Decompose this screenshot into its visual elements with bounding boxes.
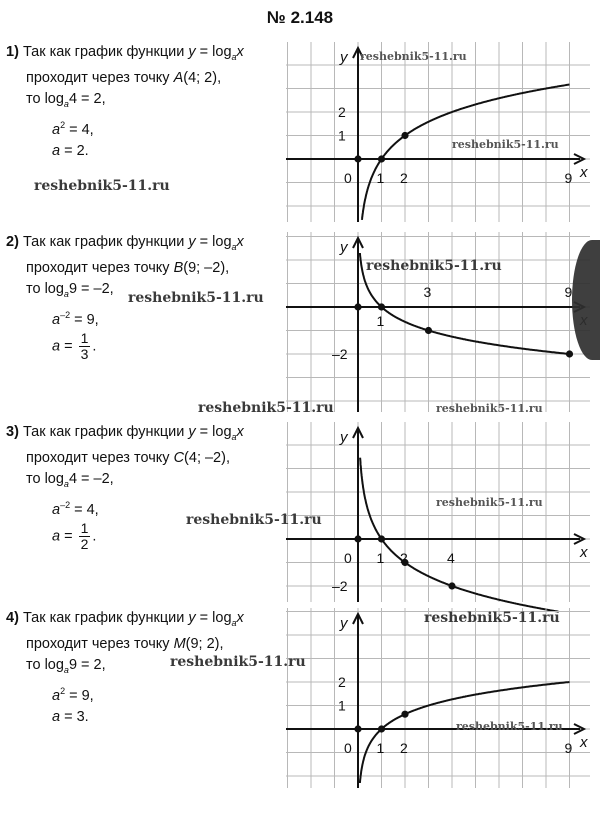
sup: –2 (60, 499, 71, 510)
x-tick-label: 0 (344, 170, 352, 186)
text: Так как график функции (22, 234, 189, 250)
watermark: reshebnik5-11.ru (424, 610, 560, 626)
y-axis-label: y (340, 615, 348, 632)
text: (4; 2), (183, 69, 222, 86)
function-curve (360, 458, 559, 612)
sup: –2 (60, 309, 71, 320)
origin-point (354, 303, 361, 310)
graph-point (378, 155, 385, 162)
x-axis-label: x (580, 544, 588, 561)
text: проходит через точку (26, 635, 174, 652)
text: проходит через точку (26, 449, 174, 466)
graph-point (401, 711, 408, 718)
watermark: reshebnik5-11.ru (436, 402, 543, 415)
var: a (52, 687, 61, 704)
text: (9; 2), (185, 635, 224, 652)
var: B (173, 259, 184, 276)
x-tick-label: 2 (400, 170, 408, 186)
var: x (236, 610, 244, 626)
y-tick-label: 1 (338, 697, 346, 714)
text: 4 = 2, (68, 90, 106, 107)
var: a (52, 527, 61, 544)
watermark: reshebnik5-11.ru (34, 178, 170, 194)
text: = 9, (65, 687, 94, 704)
watermark: reshebnik5-11.ru (436, 496, 543, 509)
sub: a (63, 288, 69, 299)
text: = 2. (60, 142, 89, 159)
var: x (236, 234, 244, 250)
sub: a (231, 617, 237, 628)
text: Так как график функции (22, 44, 189, 60)
x-axis-label: x (580, 734, 588, 751)
text: = log (195, 44, 232, 60)
origin-point (354, 725, 361, 732)
sub: a (63, 478, 69, 489)
text: 4 = –2, (68, 470, 114, 487)
text: (4; –2), (184, 449, 230, 466)
function-curve (362, 85, 570, 220)
text: то log (26, 90, 64, 107)
sup: 2 (60, 685, 66, 696)
graph-point (401, 132, 408, 139)
x-tick-label: 1 (376, 313, 385, 329)
var: C (173, 449, 185, 466)
x-tick-label: 1 (376, 170, 385, 186)
graph-point (378, 725, 385, 732)
var: x (236, 44, 244, 60)
x-tick-label: 0 (344, 740, 352, 756)
watermark: reshebnik5-11.ru (452, 138, 559, 151)
sub: a (63, 664, 69, 675)
text: = log (195, 424, 232, 440)
graph-3 (286, 422, 590, 602)
var: y (188, 44, 196, 60)
x-tick-label: 9 (564, 170, 573, 186)
var: a (52, 121, 61, 138)
var: y (188, 234, 196, 250)
text: = 9, (70, 311, 99, 328)
text: Так как график функции (22, 424, 189, 440)
text: Так как график функции (22, 610, 189, 626)
text: то log (26, 470, 64, 487)
watermark: reshebnik5-11.ru (366, 258, 502, 274)
text: . (92, 337, 97, 354)
sup: 2 (60, 119, 66, 130)
sub: a (231, 51, 237, 62)
text: = log (195, 234, 232, 250)
x-tick-label: 9 (564, 284, 573, 300)
y-tick-label: 2 (338, 674, 346, 690)
sub: a (231, 241, 237, 252)
graph-point (425, 327, 432, 334)
text: то log (26, 280, 64, 297)
var: A (173, 69, 184, 86)
var: y (188, 424, 196, 440)
watermark: reshebnik5-11.ru (456, 720, 563, 733)
var: a (52, 501, 61, 518)
numerator: 1 (80, 329, 89, 346)
denominator: 3 (80, 345, 89, 362)
text: . (92, 527, 97, 544)
x-tick-label: 1 (376, 550, 385, 566)
y-tick-label: –2 (332, 346, 348, 362)
x-tick-label: 4 (447, 550, 455, 566)
x-tick-label: 2 (400, 550, 408, 566)
text: 9 = 2, (68, 656, 106, 673)
text: = (60, 337, 77, 354)
x-tick-label: 0 (344, 550, 352, 566)
problem-number: 2) (6, 234, 19, 250)
text: = log (195, 610, 232, 626)
text: то log (26, 656, 64, 673)
sub: a (63, 98, 69, 109)
var: y (188, 610, 196, 626)
y-axis-label: y (340, 239, 348, 256)
watermark: reshebnik5-11.ru (186, 512, 322, 528)
y-tick-label: –2 (332, 578, 348, 594)
var: a (52, 142, 61, 159)
denominator: 2 (80, 535, 89, 552)
problem-3 (6, 422, 296, 552)
graph-4 (286, 608, 590, 788)
x-tick-label: 9 (564, 740, 573, 756)
y-axis-label: y (340, 429, 348, 446)
text: проходит через точку (26, 69, 174, 86)
origin-point (354, 535, 361, 542)
text: проходит через точку (26, 259, 174, 276)
text: = (60, 527, 77, 544)
graph-point (566, 350, 573, 357)
watermark: reshebnik5-11.ru (360, 50, 467, 63)
x-tick-label: 2 (400, 740, 408, 756)
y-axis-label: y (340, 49, 348, 66)
text: = 4, (65, 121, 94, 138)
watermark: reshebnik5-11.ru (170, 654, 306, 670)
text: (9; –2), (183, 259, 230, 276)
x-tick-label: 3 (423, 284, 432, 300)
y-tick-label: 1 (338, 127, 346, 144)
graph-point (378, 535, 385, 542)
graph-point (448, 582, 455, 589)
text: = 3. (60, 708, 89, 725)
problem-number: 4) (6, 610, 19, 626)
problem-number: 1) (6, 44, 19, 60)
var: x (236, 424, 244, 440)
fraction (79, 331, 91, 362)
var: a (52, 708, 61, 725)
x-axis-label: x (580, 164, 588, 181)
x-tick-label: 1 (376, 740, 385, 756)
numerator: 1 (80, 519, 89, 536)
var: a (52, 337, 61, 354)
y-tick-label: 2 (338, 104, 346, 120)
graph-point (378, 303, 385, 310)
fraction (79, 521, 91, 552)
text: 9 = –2, (68, 280, 114, 297)
problem-number: 3) (6, 424, 19, 440)
problem-1 (6, 42, 296, 162)
var: a (52, 311, 61, 328)
var: M (173, 635, 186, 652)
sub: a (231, 431, 237, 442)
watermark: reshebnik5-11.ru (128, 290, 264, 306)
watermark: reshebnik5-11.ru (198, 400, 334, 416)
text: = 4, (70, 501, 99, 518)
origin-point (354, 155, 361, 162)
page-title: № 2.148 (266, 8, 334, 27)
graph-1 (286, 42, 590, 222)
